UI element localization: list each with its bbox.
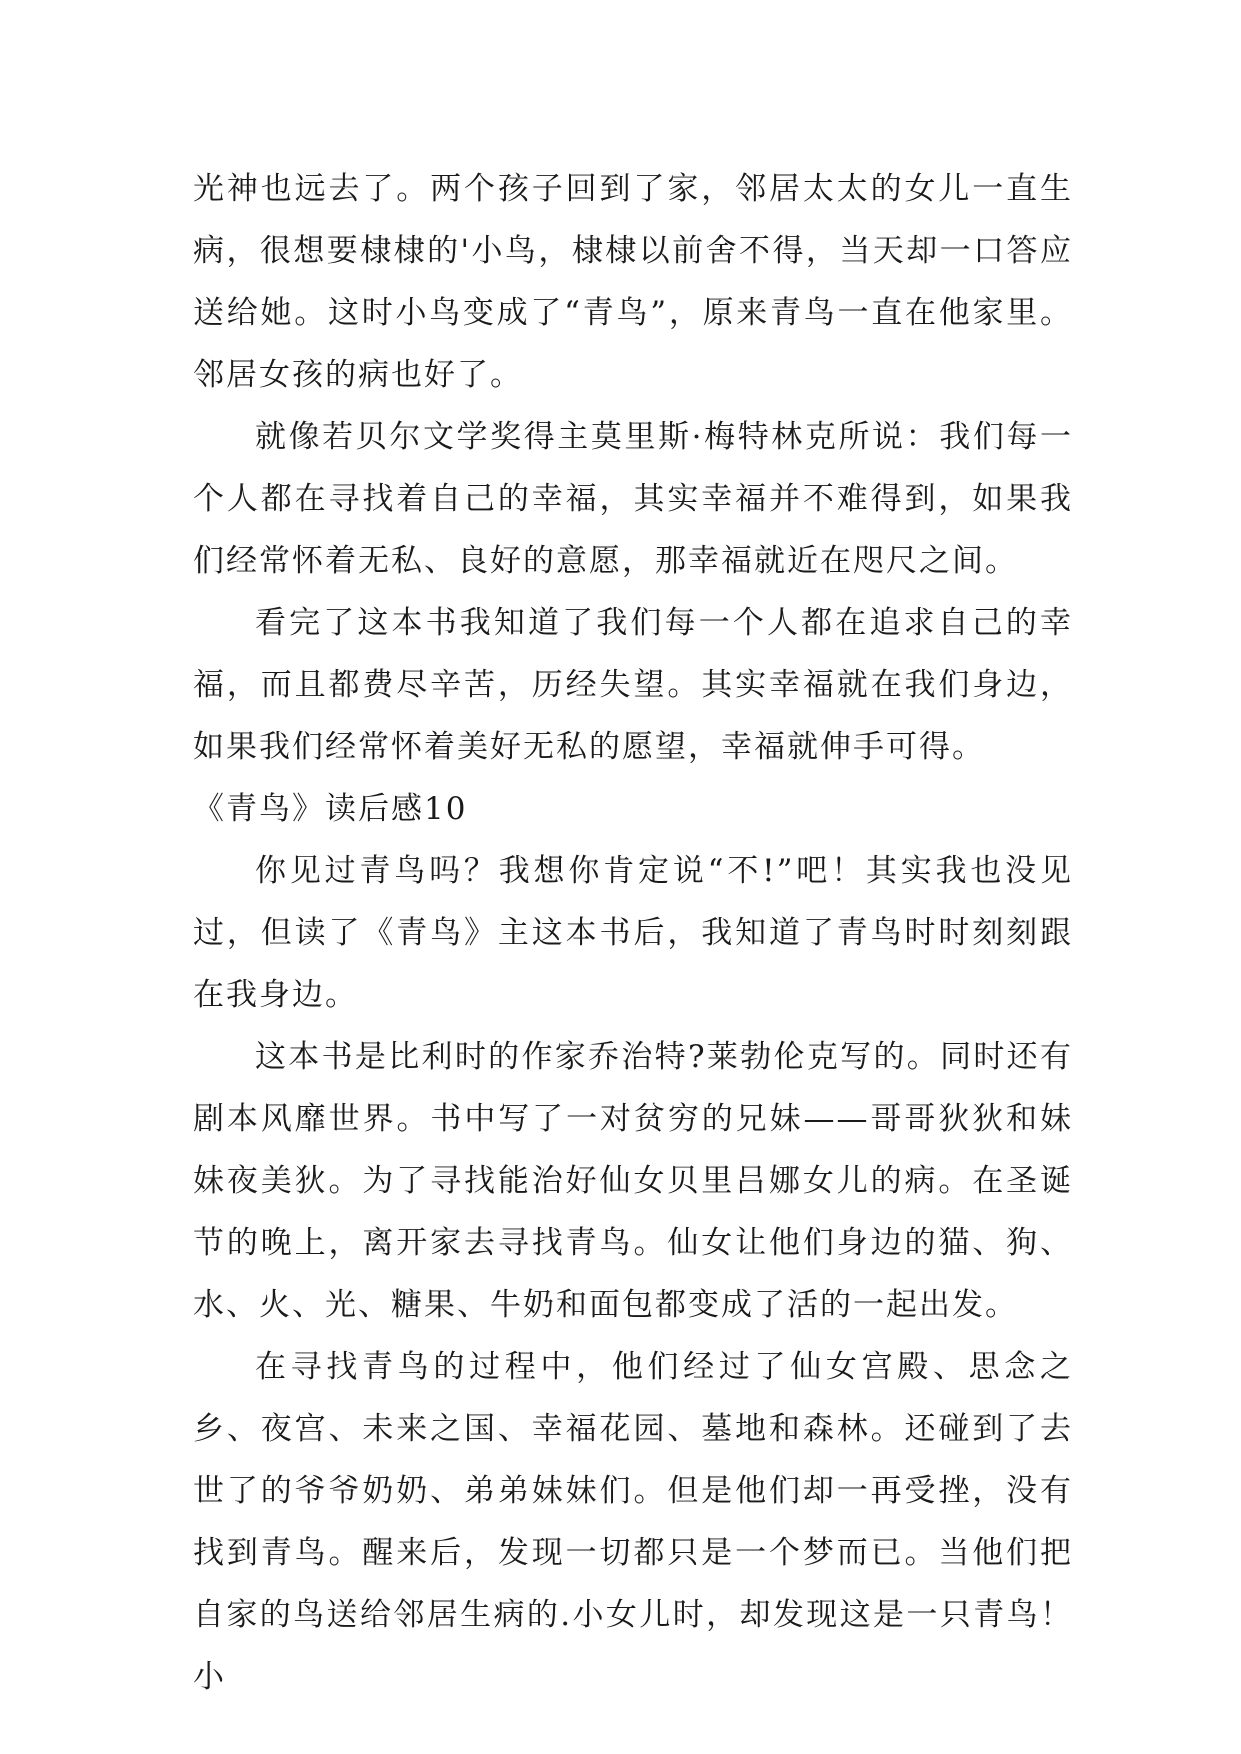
paragraph: 这本书是比利时的作家乔治特?莱勃伦克写的。同时还有剧本风靡世界。书中写了一对贫穷的兄妹——哥哥狄狄和妹妹夜美狄。为了寻找能治好仙女贝里吕娜女儿的病。在圣诞节的晚上，离开家去寻找青鸟。仙女让他们身边的猫、狗、水、火、光、糖果、牛奶和面包都变成了活的一起出发。 (193, 1039, 1073, 1323)
paragraph: 就像若贝尔文学奖得主莫里斯·梅特林克所说：我们每一个人都在寻找着自己的幸福，其实幸福并不难得到，如果我们经常怀着无私、良好的意愿，那幸福就近在咫尺之间。 (193, 419, 1073, 579)
document-body (193, 158, 1073, 1708)
paragraph-continued: 光神也远去了。两个孩子回到了家，邻居太太的女儿一直生病，很想要棣棣的'小鸟，棣棣以前舍不得，当天却一口答应送给她。这时小鸟变成了“青鸟”，原来青鸟一直在他家里。邻居女孩的病也好了。 (193, 171, 1073, 393)
paragraph: 你见过青鸟吗？我想你肯定说“不!”吧！其实我也没见过，但读了《青鸟》主这本书后，我知道了青鸟时时刻刻跟在我身边。 (193, 853, 1073, 1013)
paragraph: 看完了这本书我知道了我们每一个人都在追求自己的幸福，而且都费尽辛苦，历经失望。其实幸福就在我们身边，如果我们经常怀着美好无私的愿望，幸福就伸手可得。 (193, 605, 1073, 765)
section-title: 《青鸟》读后感10 (193, 791, 468, 827)
paragraph: 在寻找青鸟的过程中，他们经过了仙女宫殿、思念之乡、夜宫、未来之国、幸福花园、墓地和森林。还碰到了去世了的爷爷奶奶、弟弟妹妹们。但是他们却一再受挫，没有找到青鸟。醒来后，发现一切都只是一个梦而已。当他们把自家的鸟送给邻居生病的.小女儿时，却发现这是一只青鸟！小 (193, 1349, 1073, 1695)
